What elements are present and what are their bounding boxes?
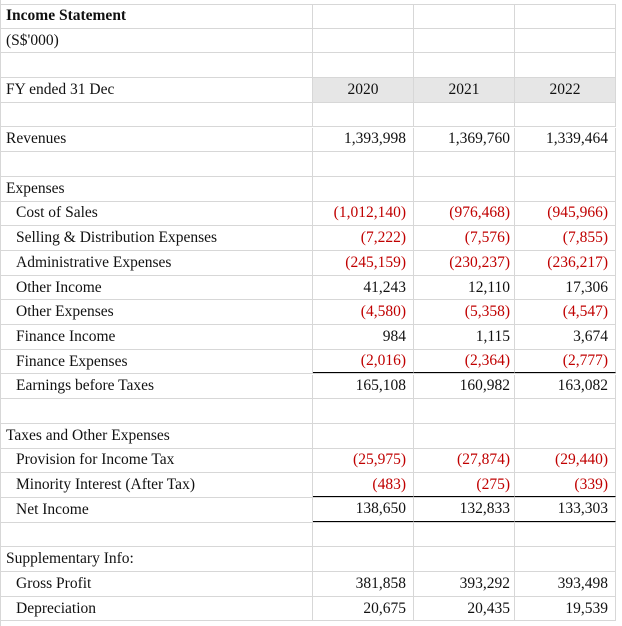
empty-cell[interactable]: [414, 177, 515, 201]
taxes-header[interactable]: Taxes and Other Expenses: [0, 424, 313, 448]
empty-cell[interactable]: [414, 424, 515, 448]
minority-interest-2020[interactable]: (483): [313, 473, 414, 497]
empty-cell[interactable]: [0, 523, 313, 547]
finance-expenses-2022[interactable]: (2,777): [515, 350, 616, 374]
expense-row: [0, 202, 616, 227]
ebt-2021[interactable]: 160,982: [414, 375, 515, 399]
expense-row: [0, 325, 616, 350]
empty-cell[interactable]: [313, 424, 414, 448]
empty-cell[interactable]: [0, 399, 313, 423]
finance-income-label[interactable]: Finance Income: [0, 325, 313, 349]
tax-row: [0, 449, 616, 474]
minority-interest-label[interactable]: Minority Interest (After Tax): [0, 473, 313, 497]
depreciation-2021[interactable]: 20,435: [414, 597, 515, 621]
empty-cell[interactable]: [515, 547, 616, 571]
empty-cell[interactable]: [515, 29, 616, 53]
expense-row: [0, 350, 616, 375]
other-expenses-2022[interactable]: (4,547): [515, 300, 616, 324]
empty-cell[interactable]: [414, 5, 515, 28]
expenses-header[interactable]: Expenses: [0, 177, 313, 201]
revenues-row: [0, 128, 616, 153]
empty-cell[interactable]: [515, 5, 616, 28]
blank-row: [0, 103, 616, 128]
other-expenses-2020[interactable]: (4,580): [313, 300, 414, 324]
year-2022-header[interactable]: 2022: [515, 78, 616, 102]
other-income-2021[interactable]: 12,110: [414, 276, 515, 300]
income-tax-2022[interactable]: (29,440): [515, 449, 616, 473]
revenues-2021[interactable]: 1,369,760: [414, 128, 515, 152]
selling-distribution-2020[interactable]: (7,222): [313, 226, 414, 250]
cost-of-sales-2021[interactable]: (976,468): [414, 202, 515, 226]
year-header-row: [0, 78, 616, 103]
year-2020-header[interactable]: 2020: [313, 78, 414, 102]
depreciation-label[interactable]: Depreciation: [0, 597, 313, 621]
finance-expenses-2020[interactable]: (2,016): [313, 350, 414, 374]
other-expenses-2021[interactable]: (5,358): [414, 300, 515, 324]
supplementary-header[interactable]: Supplementary Info:: [0, 547, 313, 571]
finance-income-2022[interactable]: 3,674: [515, 325, 616, 349]
finance-expenses-2021[interactable]: (2,364): [414, 350, 515, 374]
empty-cell[interactable]: [515, 53, 616, 77]
empty-cell[interactable]: [414, 29, 515, 53]
revenues-2022[interactable]: 1,339,464: [515, 128, 616, 152]
income-tax-label[interactable]: Provision for Income Tax: [0, 449, 313, 473]
net-income-2021[interactable]: 132,833: [414, 498, 515, 522]
year-2021-header[interactable]: 2021: [414, 78, 515, 102]
empty-cell[interactable]: [313, 5, 414, 28]
administrative-label[interactable]: Administrative Expenses: [0, 251, 313, 275]
depreciation-2020[interactable]: 20,675: [313, 597, 414, 621]
income-tax-2020[interactable]: (25,975): [313, 449, 414, 473]
depreciation-2022[interactable]: 19,539: [515, 597, 616, 621]
empty-cell[interactable]: [414, 547, 515, 571]
expense-row: [0, 300, 616, 325]
empty-cell[interactable]: [414, 523, 515, 547]
ebt-2020[interactable]: 165,108: [313, 375, 414, 399]
expense-row: [0, 251, 616, 276]
empty-cell[interactable]: [0, 103, 313, 127]
blank-row: [0, 152, 616, 177]
administrative-2022[interactable]: (236,217): [515, 251, 616, 275]
cost-of-sales-label[interactable]: Cost of Sales: [0, 202, 313, 226]
revenues-2020[interactable]: 1,393,998: [313, 128, 414, 152]
selling-distribution-label[interactable]: Selling & Distribution Expenses: [0, 226, 313, 250]
currency-label[interactable]: (S$'000): [0, 29, 313, 53]
minority-interest-2022[interactable]: (339): [515, 473, 616, 497]
other-income-label[interactable]: Other Income: [0, 276, 313, 300]
minority-interest-2021[interactable]: (275): [414, 473, 515, 497]
empty-cell[interactable]: [313, 177, 414, 201]
taxes-header-row: [0, 424, 616, 449]
net-income-row: [0, 498, 616, 523]
empty-cell[interactable]: [0, 152, 313, 176]
other-income-2022[interactable]: 17,306: [515, 276, 616, 300]
ebt-label[interactable]: Earnings before Taxes: [0, 375, 313, 399]
empty-cell[interactable]: [313, 103, 414, 127]
net-income-2020[interactable]: 138,650: [313, 498, 414, 522]
other-expenses-label[interactable]: Other Expenses: [0, 300, 313, 324]
expense-row: [0, 226, 616, 251]
empty-cell[interactable]: [313, 53, 414, 77]
empty-cell[interactable]: [313, 547, 414, 571]
other-income-2020[interactable]: 41,243: [313, 276, 414, 300]
blank-row: [0, 53, 616, 78]
gross-profit-2020[interactable]: 381,858: [313, 572, 414, 596]
gross-profit-2022[interactable]: 393,498: [515, 572, 616, 596]
subtotal-row: [0, 375, 616, 400]
selling-distribution-2022[interactable]: (7,855): [515, 226, 616, 250]
finance-income-2020[interactable]: 984: [313, 325, 414, 349]
cost-of-sales-2022[interactable]: (945,966): [515, 202, 616, 226]
finance-income-2021[interactable]: 1,115: [414, 325, 515, 349]
empty-cell[interactable]: [414, 53, 515, 77]
empty-cell[interactable]: [515, 103, 616, 127]
gross-profit-label[interactable]: Gross Profit: [0, 572, 313, 596]
tax-row: [0, 473, 616, 498]
administrative-2020[interactable]: (245,159): [313, 251, 414, 275]
finance-expenses-label[interactable]: Finance Expenses: [0, 350, 313, 374]
ebt-2022[interactable]: 163,082: [515, 375, 616, 399]
expense-row: [0, 276, 616, 301]
empty-cell[interactable]: [515, 523, 616, 547]
net-income-label[interactable]: Net Income: [0, 498, 313, 522]
blank-row: [0, 399, 616, 424]
supplementary-row: [0, 572, 616, 597]
empty-cell[interactable]: [414, 152, 515, 176]
period-label[interactable]: FY ended 31 Dec: [0, 78, 313, 102]
empty-cell[interactable]: [414, 103, 515, 127]
empty-cell[interactable]: [313, 523, 414, 547]
empty-cell[interactable]: [313, 152, 414, 176]
revenues-label[interactable]: Revenues: [0, 128, 313, 152]
statement-title[interactable]: Income Statement: [0, 5, 313, 28]
empty-cell[interactable]: [515, 399, 616, 423]
expenses-header-row: [0, 177, 616, 202]
empty-cell[interactable]: [313, 29, 414, 53]
net-income-2022[interactable]: 133,303: [515, 498, 616, 522]
selling-distribution-2021[interactable]: (7,576): [414, 226, 515, 250]
income-tax-2021[interactable]: (27,874): [414, 449, 515, 473]
currency-row: [0, 29, 616, 54]
empty-cell[interactable]: [515, 424, 616, 448]
empty-cell[interactable]: [313, 399, 414, 423]
supplementary-row: [0, 597, 616, 622]
empty-cell[interactable]: [0, 53, 313, 77]
title-row: [0, 4, 616, 29]
empty-cell[interactable]: [515, 152, 616, 176]
blank-row: [0, 523, 616, 548]
supplementary-header-row: [0, 547, 616, 572]
empty-cell[interactable]: [414, 399, 515, 423]
empty-cell[interactable]: [515, 177, 616, 201]
gross-profit-2021[interactable]: 393,292: [414, 572, 515, 596]
cost-of-sales-2020[interactable]: (1,012,140): [313, 202, 414, 226]
administrative-2021[interactable]: (230,237): [414, 251, 515, 275]
